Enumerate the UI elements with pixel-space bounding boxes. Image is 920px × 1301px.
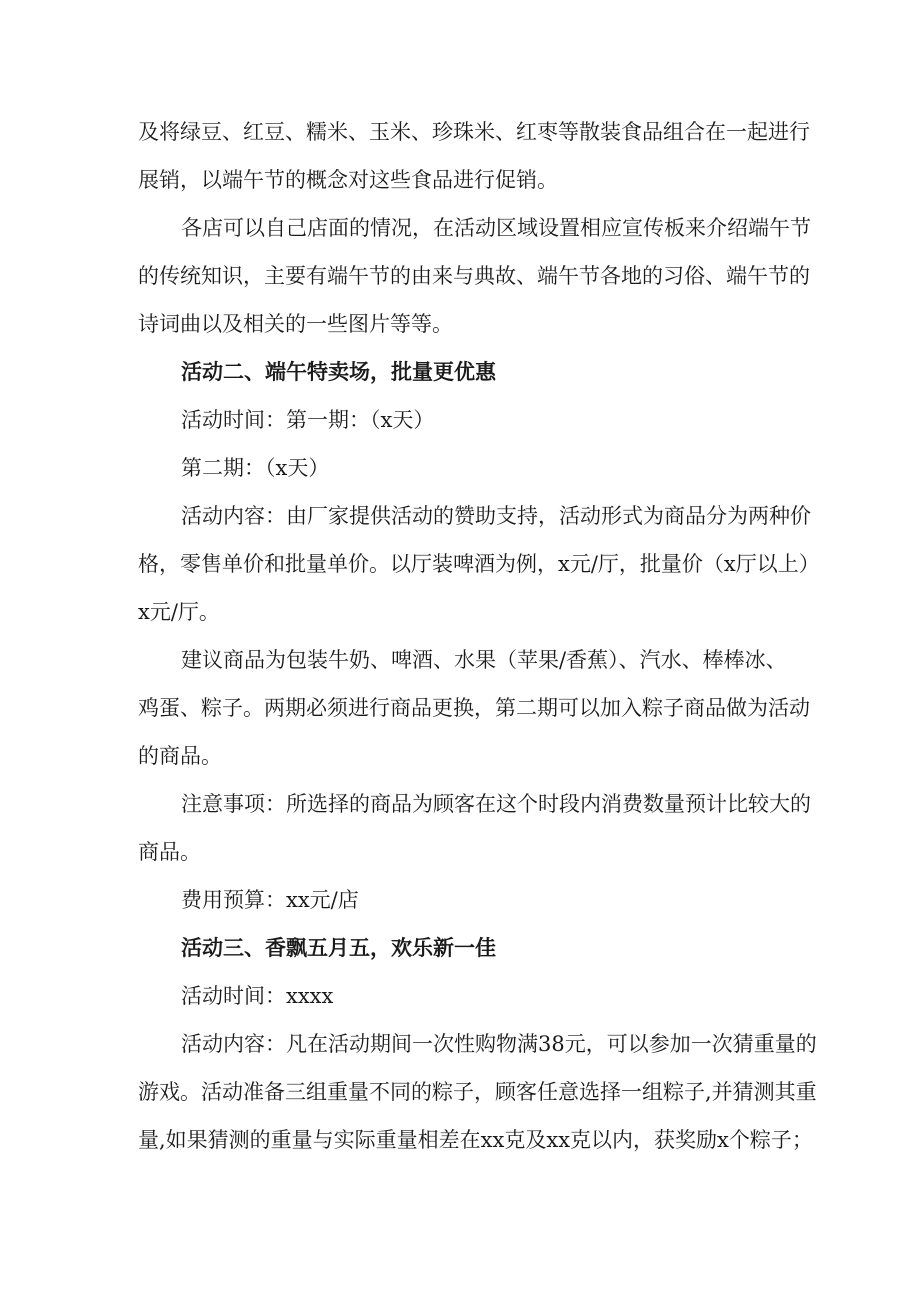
text-line: 费用预算：xx元/店: [181, 888, 359, 912]
text-line: 各店可以自己店面的情况，在活动区域设置相应宣传板来介绍端午节: [181, 216, 811, 240]
text-line: 活动时间：第一期：（x天）: [181, 408, 435, 432]
text-line: 活动内容：凡在活动期间一次性购物满38元，可以参加一次猜重量的: [181, 1032, 817, 1056]
document-body: [138, 108, 820, 1164]
text-line: 格，零售单价和批量单价。以厅装啤酒为例，x元/厅，批量价（x厅以上）: [138, 552, 820, 576]
text-line: 的传统知识，主要有端午节的由来与典故、端午节各地的习俗、端午节的: [138, 264, 810, 288]
text-line: 鸡蛋、粽子。两期必须进行商品更换，第二期可以加入粽子商品做为活动: [138, 696, 810, 720]
text-line: x元/厅。: [138, 600, 220, 624]
text-line: 注意事项：所选择的商品为顾客在这个时段内消费数量预计比较大的: [181, 792, 811, 816]
text-line: 活动二、端午特卖场，批量更优惠: [181, 359, 496, 384]
paragraph: [138, 972, 788, 1020]
paragraph: [138, 780, 811, 876]
paragraph: [138, 108, 810, 204]
paragraph: [138, 444, 788, 492]
text-line: 活动三、香飘五月五，欢乐新一佳: [181, 935, 496, 960]
text-line: 活动内容：由厂家提供活动的赞助支持，活动形式为商品分为两种价: [181, 504, 811, 528]
text-line: 商品。: [138, 840, 201, 864]
text-line: 游戏。活动准备三组重量不同的粽子，顾客任意选择一组粽子,并猜测其重: [138, 1080, 817, 1104]
text-line: 建议商品为包装牛奶、啤酒、水果（苹果/香蕉）、汽水、棒棒冰、: [181, 648, 787, 672]
section-heading: [138, 348, 788, 396]
text-line: 及将绿豆、红豆、糯米、玉米、珍珠米、红枣等散装食品组合在一起进行: [138, 120, 810, 144]
text-line: 展销，以端午节的概念对这些食品进行促销。: [138, 168, 558, 192]
paragraph: [138, 1020, 817, 1164]
text-line: 第二期：（x天）: [181, 456, 330, 480]
text-line: 活动时间：xxxx: [181, 984, 334, 1008]
paragraph: [138, 492, 820, 636]
text-line: 的商品。: [138, 744, 222, 768]
section-heading: [138, 924, 788, 972]
paragraph: [138, 876, 788, 924]
paragraph: [138, 636, 810, 780]
text-line: 诗词曲以及相关的一些图片等等。: [138, 312, 453, 336]
text-line: 量,如果猜测的重量与实际重量相差在xx克及xx克以内，获奖励x个粽子；: [138, 1128, 813, 1152]
paragraph: [138, 204, 811, 348]
paragraph: [138, 396, 788, 444]
